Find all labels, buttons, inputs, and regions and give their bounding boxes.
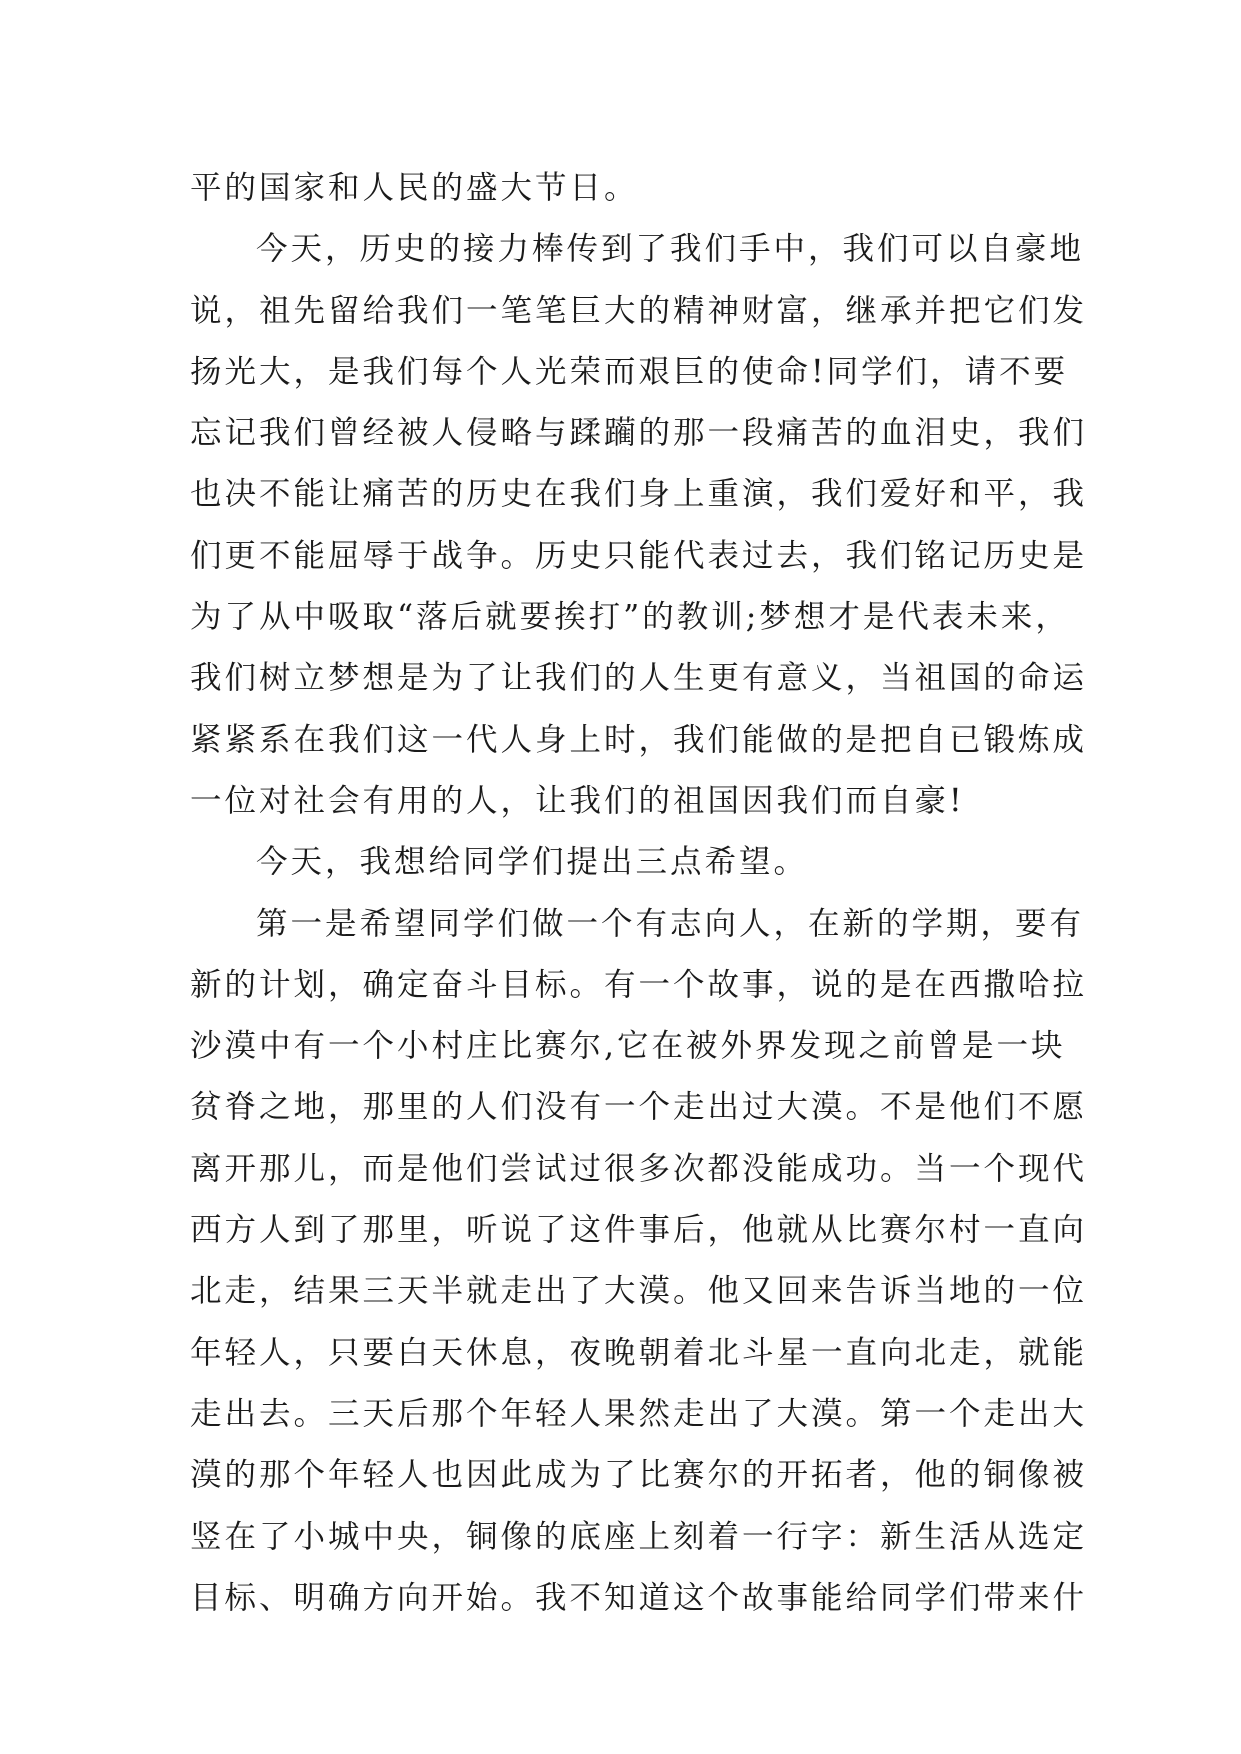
text-line: 为了从中吸取“落后就要挨打”的教训;梦想才是代表未来， [190, 599, 1070, 636]
paragraph-start-line: 今天，历史的接力棒传到了我们手中，我们可以自豪地 [256, 231, 1085, 268]
text-line: 平的国家和人民的盛大节日。 [190, 170, 639, 206]
text-line: 目标、明确方向开始。我不知道这个故事能给同学们带来什 [190, 1579, 1088, 1616]
text-line: 新的计划，确定奋斗目标。有一个故事，说的是在西撒哈拉 [190, 966, 1088, 1003]
paragraph-start-line: 今天，我想给同学们提出三点希望。 [256, 844, 809, 881]
text-line: 一位对社会有用的人，让我们的祖国因我们而自豪! [190, 782, 965, 819]
text-line: 西方人到了那里，听说了这件事后，他就从比赛尔村一直向 [190, 1212, 1088, 1249]
text-line: 紧紧系在我们这一代人身上时，我们能做的是把自已锻炼成 [190, 721, 1088, 758]
text-line: 年轻人，只要白天休息，夜晚朝着北斗星一直向北走，就能 [190, 1334, 1088, 1371]
text-line: 说，祖先留给我们一笔笔巨大的精神财富，继承并把它们发 [190, 292, 1088, 329]
text-line: 竖在了小城中央，铜像的底座上刻着一行字：新生活从选定 [190, 1518, 1088, 1555]
text-line: 北走，结果三天半就走出了大漠。他又回来告诉当地的一位 [190, 1273, 1088, 1310]
body-text [190, 158, 1088, 1629]
text-line: 们更不能屈辱于战争。历史只能代表过去，我们铭记历史是 [190, 537, 1088, 574]
text-line: 扬光大，是我们每个人光荣而艰巨的使命!同学们，请不要 [190, 353, 1069, 390]
text-line: 走出去。三天后那个年轻人果然走出了大漠。第一个走出大 [190, 1395, 1088, 1432]
text-line: 离开那儿，而是他们尝试过很多次都没能成功。当一个现代 [190, 1150, 1088, 1187]
text-line: 忘记我们曾经被人侵略与蹂躏的那一段痛苦的血泪史，我们 [190, 415, 1088, 452]
text-line: 漠的那个年轻人也因此成为了比赛尔的开拓者，他的铜像被 [190, 1457, 1088, 1494]
text-line: 贫脊之地，那里的人们没有一个走出过大漠。不是他们不愿 [190, 1089, 1088, 1126]
text-line: 也决不能让痛苦的历史在我们身上重演，我们爱好和平，我 [190, 476, 1088, 513]
text-line: 沙漠中有一个小村庄比赛尔,它在被外界发现之前曾是一块 [190, 1028, 1066, 1065]
text-line: 我们树立梦想是为了让我们的人生更有意义，当祖国的命运 [190, 660, 1088, 697]
paragraph-start-line: 第一是希望同学们做一个有志向人，在新的学期，要有 [256, 905, 1085, 942]
